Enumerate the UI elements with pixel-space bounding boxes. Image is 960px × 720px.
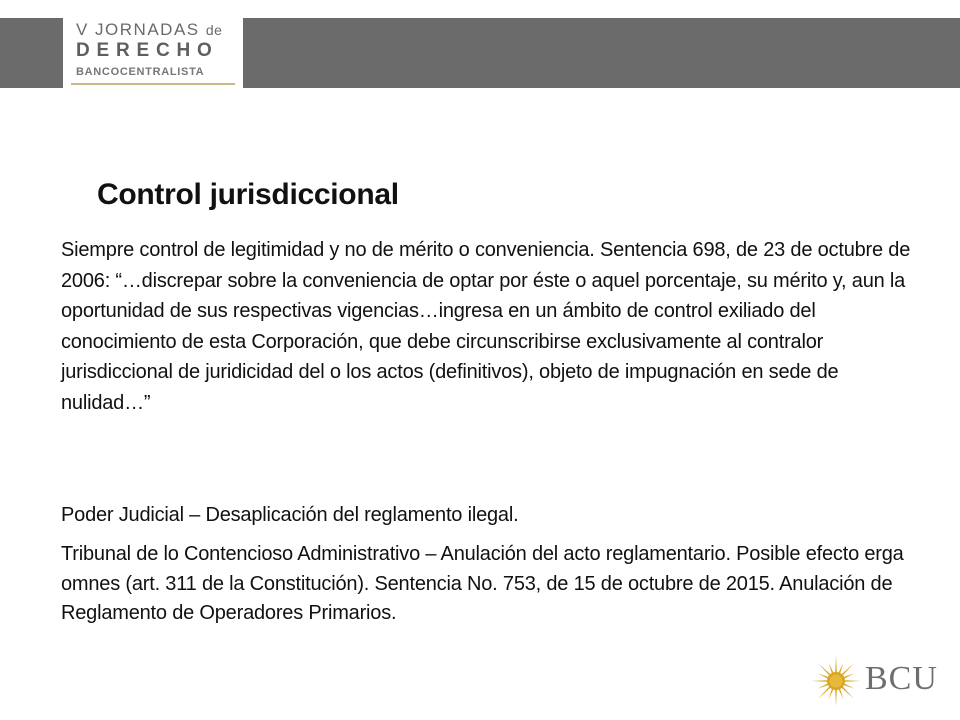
sun-ray — [811, 680, 827, 682]
sun-ray — [818, 684, 829, 689]
slide-title: Control jurisdiccional — [97, 178, 399, 211]
sun-ray — [844, 684, 855, 689]
logo-title-suffix: de — [205, 22, 223, 38]
body-paragraph-3: Tribunal de lo Contencioso Administrativo – Anulación del acto reglamentario. Posible efecto erga omnes (art. 311 de la Constitución). Sentencia No. 753, de 15 de octubre de 2015. Anulación de Reglamento de Operadores Primarios. — [61, 543, 904, 624]
sun-icon — [810, 655, 862, 707]
bcu-brand-text: BCU — [865, 660, 938, 697]
sun-ray — [828, 663, 833, 674]
sun-ray — [818, 687, 830, 699]
logo-line-1 — [76, 20, 222, 40]
body-paragraph-1: Siempre control de legitimidad y no de mérito o conveniencia. Sentencia 698, de 23 de octubre de 2006: “…discrepar sobre la conveniencia de optar por éste o aquel porcentaje, su mérito y, aun la oportunidad de sus respectivas vigencias…ingresa en un ámbito de control exiliado del conocimiento de esta Corporación, que debe circunscribirse exclusivamente al contralor jurisdiccional de juridicidad del o los actos (definitivos), objeto de impugnación en sede de nulidad…” — [61, 239, 911, 414]
logo-line-3: BANCOCENTRALISTA — [76, 66, 205, 78]
sun-ray — [844, 673, 855, 678]
sun-ray — [818, 663, 830, 675]
sun-ray — [835, 690, 837, 706]
sun-ray — [845, 680, 861, 682]
sun-ray — [839, 689, 844, 700]
logo-line-2: DERECHO — [76, 40, 219, 61]
sun-ray — [842, 687, 854, 699]
sun-ray — [828, 689, 833, 700]
sun-ray — [839, 663, 844, 674]
sun-ray — [835, 656, 837, 672]
event-logo — [63, 0, 243, 88]
body-paragraph-2: Poder Judicial – Desaplicación del reglamento ilegal. — [61, 504, 519, 526]
sun-ray — [842, 663, 854, 675]
sun-ray — [818, 673, 829, 678]
logo-title: V JORNADAS — [76, 20, 200, 39]
logo-underline — [71, 83, 235, 85]
bcu-logo — [810, 655, 940, 710]
